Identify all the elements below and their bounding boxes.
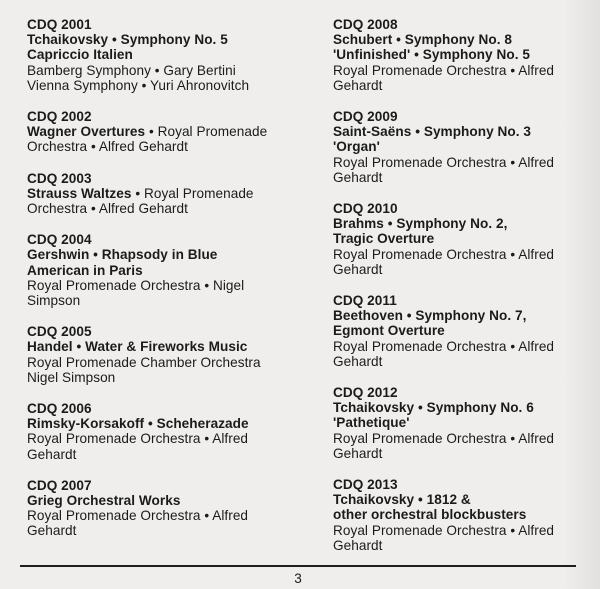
work-title: Brahms • Symphony No. 2,: [333, 216, 508, 232]
performer-credit: Orchestra • Alfred Gehardt: [27, 139, 188, 155]
work-title-line: [27, 47, 317, 62]
work-title: Saint-Saëns • Symphony No. 3: [333, 124, 532, 140]
performer-credit: Bamberg Symphony • Gary Bertini: [27, 62, 236, 78]
work-title-line: [27, 186, 317, 201]
performer-credit: Gehardt: [333, 537, 383, 553]
work-title-line: [333, 216, 600, 231]
performer-line: [27, 63, 317, 78]
performer-credit: Gehardt: [333, 353, 383, 369]
work-title: 'Organ': [333, 139, 380, 155]
work-title: Gershwin • Rhapsody in Blue: [27, 247, 218, 263]
work-title-line: [333, 47, 600, 62]
catalog-entry: [27, 171, 317, 217]
performer-credit: Royal Promenade Orchestra • Alfred: [333, 430, 555, 446]
performer-line: [333, 63, 600, 78]
performer-credit: Royal Promenade Chamber Orchestra: [27, 354, 261, 370]
performer-credit: Royal Promenade Orchestra • Alfred: [333, 246, 555, 262]
performer-line: [27, 523, 317, 538]
performer-line: [333, 354, 600, 369]
catalog-entry: [27, 17, 317, 93]
catalog-entry: [333, 201, 600, 277]
work-title: Tchaikovsky • Symphony No. 6: [333, 400, 534, 416]
performer-line: [27, 431, 317, 446]
work-title-line: [333, 507, 600, 522]
performer-line: [333, 538, 600, 553]
performer-line: [333, 523, 600, 538]
work-title: Beethoven • Symphony No. 7,: [333, 308, 527, 324]
catalog-entry: [27, 109, 317, 155]
page-number: 3: [294, 571, 302, 586]
performer-credit: • Royal Promenade: [131, 185, 254, 201]
performer-credit: Gehardt: [333, 169, 383, 185]
work-title: Tragic Overture: [333, 231, 435, 247]
performer-credit: Gehardt: [333, 77, 383, 93]
work-title: Tchaikovsky • Symphony No. 5: [27, 32, 228, 48]
catalog-number: CDQ 2011: [333, 293, 397, 309]
work-title: 'Pathetique': [333, 415, 410, 431]
performer-credit: Gehardt: [333, 261, 383, 277]
catalog-entry: [27, 324, 317, 385]
work-title-line: [27, 493, 317, 508]
catalog-entry: [27, 232, 317, 308]
work-title-line: [333, 400, 600, 415]
work-title-line: [333, 231, 600, 246]
work-title: Handel • Water & Fireworks Music: [27, 339, 248, 355]
catalog-number: CDQ 2007: [27, 477, 92, 493]
performer-line: [333, 155, 600, 170]
performer-credit: Gehardt: [27, 446, 77, 462]
performer-line: [27, 278, 317, 293]
catalog-number: CDQ 2002: [27, 109, 92, 125]
work-title-line: [27, 247, 317, 262]
work-title-line: [333, 308, 600, 323]
performer-line: [27, 139, 317, 154]
performer-line: [333, 446, 600, 461]
performer-line: [333, 431, 600, 446]
work-title-line: [27, 263, 317, 278]
performer-credit: Royal Promenade Orchestra • Nigel: [27, 277, 245, 293]
catalog-number: CDQ 2006: [27, 401, 92, 417]
work-title: Egmont Overture: [333, 323, 445, 339]
performer-credit: Simpson: [27, 293, 81, 309]
catalog-entry: [27, 401, 317, 462]
performer-line: [333, 78, 600, 93]
footer-rule: [20, 565, 576, 567]
catalog-entry: [27, 478, 317, 539]
catalog-number: CDQ 2012: [333, 385, 398, 401]
catalog-entry: [333, 109, 600, 185]
work-title-line: [27, 32, 317, 47]
performer-credit: Nigel Simpson: [27, 369, 116, 385]
catalog-number: CDQ 2001: [27, 17, 92, 32]
work-title: Grieg Orchestral Works: [27, 493, 181, 509]
performer-credit: Orchestra • Alfred Gehardt: [27, 201, 188, 217]
catalog-number: CDQ 2010: [333, 201, 398, 217]
work-title-line: [333, 415, 600, 430]
catalog-column-left: [27, 17, 317, 555]
work-title: 'Unfinished' • Symphony No. 5: [333, 47, 530, 63]
catalog-entry: [333, 477, 600, 553]
performer-credit: Gehardt: [333, 445, 383, 461]
performer-credit: Royal Promenade Orchestra • Alfred: [333, 154, 555, 170]
performer-credit: Vienna Symphony • Yuri Ahronovitch: [27, 77, 250, 93]
performer-credit: Royal Promenade Orchestra • Alfred: [27, 508, 249, 524]
work-title: Schubert • Symphony No. 8: [333, 32, 512, 48]
performer-line: [27, 370, 317, 385]
performer-credit: Gehardt: [27, 523, 77, 539]
performer-line: [27, 78, 317, 93]
work-title: Wagner Overtures: [27, 124, 146, 140]
performer-line: [27, 201, 317, 216]
catalog-entry: [333, 293, 600, 369]
catalog-entry: [333, 17, 600, 93]
performer-line: [27, 508, 317, 523]
work-title-line: [333, 492, 600, 507]
performer-credit: Royal Promenade Orchestra • Alfred: [333, 338, 555, 354]
catalog-number: CDQ 2003: [27, 170, 92, 186]
performer-line: [333, 262, 600, 277]
work-title: other orchestral blockbusters: [333, 507, 527, 523]
performer-credit: • Royal Promenade: [145, 124, 268, 140]
performer-line: [27, 293, 317, 308]
work-title-line: [333, 139, 600, 154]
catalog-number: CDQ 2008: [333, 17, 398, 32]
catalog-number: CDQ 2004: [27, 232, 92, 248]
performer-line: [27, 355, 317, 370]
work-title: American in Paris: [27, 262, 143, 278]
work-title: Rimsky-Korsakoff • Scheherazade: [27, 416, 249, 432]
catalog-entry: [333, 385, 600, 461]
work-title-line: [27, 416, 317, 431]
performer-credit: Royal Promenade Orchestra • Alfred: [333, 62, 555, 78]
work-title-line: [333, 323, 600, 338]
work-title-line: [27, 124, 317, 139]
work-title-line: [333, 124, 600, 139]
performer-line: [27, 447, 317, 462]
performer-credit: Royal Promenade Orchestra • Alfred: [333, 522, 555, 538]
catalog-column-right: [333, 17, 600, 569]
performer-line: [333, 170, 600, 185]
catalog-number: CDQ 2013: [333, 477, 398, 493]
work-title-line: [27, 339, 317, 354]
performer-line: [333, 339, 600, 354]
performer-line: [333, 247, 600, 262]
work-title: Capriccio Italien: [27, 47, 133, 63]
work-title: Tchaikovsky • 1812 &: [333, 492, 471, 508]
work-title-line: [333, 32, 600, 47]
catalog-number: CDQ 2005: [27, 324, 92, 340]
performer-credit: Royal Promenade Orchestra • Alfred: [27, 431, 249, 447]
catalog-number: CDQ 2009: [333, 109, 398, 125]
work-title: Strauss Waltzes: [27, 185, 132, 201]
